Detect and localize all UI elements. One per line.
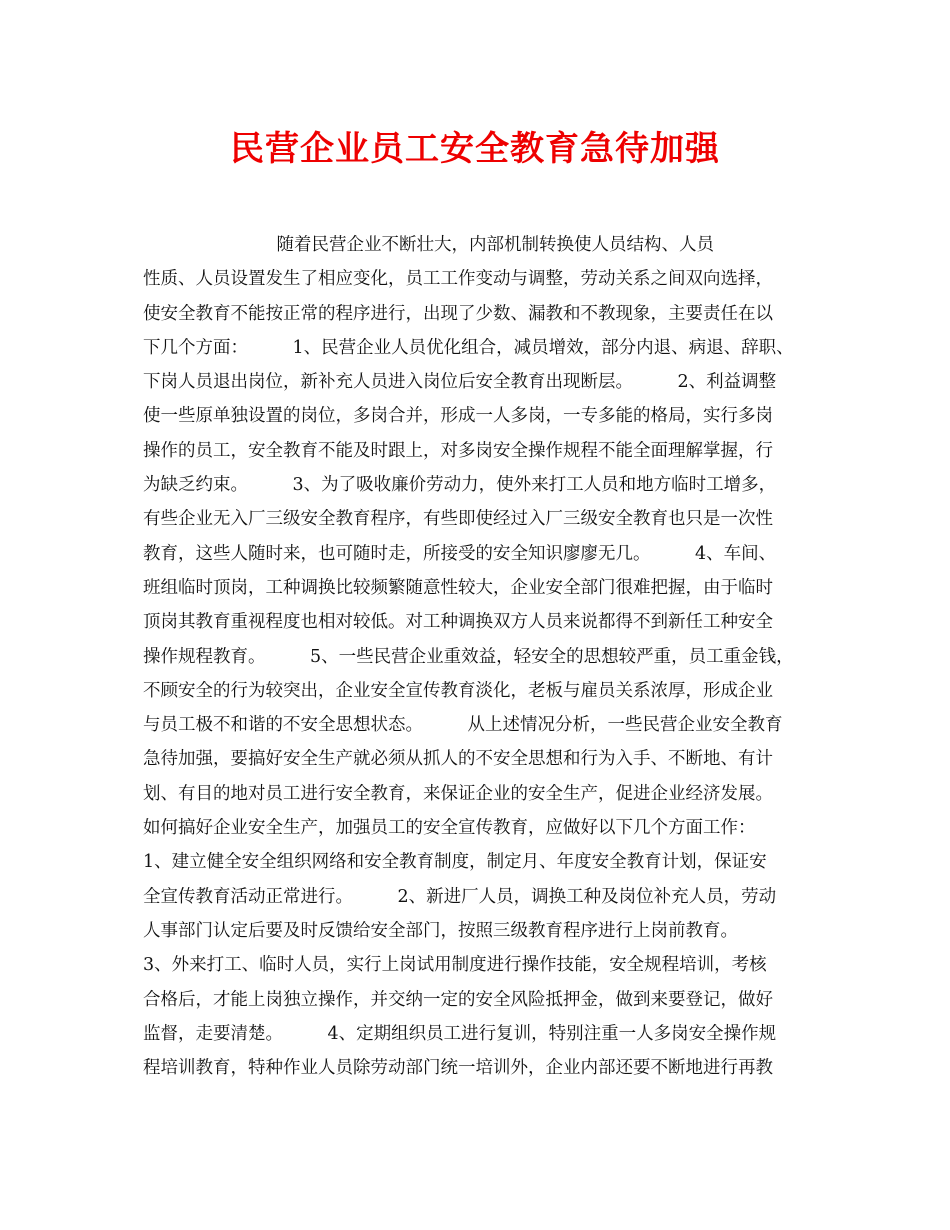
body-line: 班组临时顶岗，工种调换比较频繁随意性较大，企业安全部门很难把握，由于临时 — [143, 577, 773, 598]
body-line: 顶岗其教育重视程度也相对较低。对工种调换双方人员来说都得不到新任工种安全 — [143, 612, 773, 633]
body-line: 3、外来打工、临时人员，实行上岗试用制度进行操作技能，安全规程培训，考核 — [143, 955, 767, 976]
body-line: 不顾安全的行为较突出，企业安全宣传教育淡化，老板与雇员关系浓厚，形成企业 — [143, 680, 773, 701]
body-line: 1、建立健全安全组织网络和安全教育制度，制定月、年度安全教育计划，保证安 — [143, 852, 767, 873]
body-line: 使安全教育不能按正常的程序进行，出现了少数、漏教和不教现象，主要责任在以 — [143, 303, 773, 324]
document-body — [143, 228, 819, 1085]
body-line: 下几个方面： 1、民营企业人员优化组合，减员增效，部分内退、病退、辞职、 — [143, 337, 794, 358]
body-line: 教育，这些人随时来，也可随时走，所接受的安全知识廖廖无几。 4、车间、 — [143, 543, 777, 564]
body-line: 性质、人员设置发生了相应变化，员工工作变动与调整，劳动关系之间双向选择， — [143, 269, 773, 290]
body-line: 使一些原单独设置的岗位，多岗合并，形成一人多岗，一专多能的格局，实行多岗 — [143, 406, 773, 427]
body-line: 操作的员工，安全教育不能及时跟上，对多岗安全操作规程不能全面理解掌握，行 — [143, 440, 773, 461]
body-line: 如何搞好企业安全生产，加强员工的安全宣传教育，应做好以下几个方面工作： — [143, 818, 756, 839]
body-line: 急待加强，要搞好安全生产就必须从抓人的不安全思想和行为入手、不断地、有计 — [143, 749, 773, 770]
document-title: 民营企业员工安全教育急待加强 — [230, 129, 720, 169]
body-line: 监督，走要清楚。 4、定期组织员工进行复训，特别注重一人多岗安全操作规 — [143, 1023, 777, 1044]
body-line: 程培训教育，特种作业人员除劳动部门统一培训外，企业内部还要不断地进行再教 — [143, 1058, 773, 1079]
body-line: 合格后，才能上岗独立操作，并交纳一定的安全风险抵押金，做到来要登记，做好 — [143, 989, 773, 1010]
body-line: 人事部门认定后要及时反馈给安全部门，按照三级教育程序进行上岗前教育。 — [143, 920, 738, 941]
body-line: 为缺乏约束。 3、为了吸收廉价劳动力，使外来打工人员和地方临时工增多， — [143, 475, 777, 496]
body-line: 有些企业无入厂三级安全教育程序，有些即使经过入厂三级安全教育也只是一次性 — [143, 509, 773, 530]
body-line: 操作规程教育。 5、一些民营企业重效益，轻安全的思想较严重，员工重金钱， — [143, 646, 794, 667]
body-line: 全宣传教育活动正常进行。 2、新进厂人员，调换工种及岗位补充人员，劳动 — [143, 886, 777, 907]
body-line: 划、有目的地对员工进行安全教育，来保证企业的安全生产，促进企业经济发展。 — [143, 783, 773, 804]
body-line: 与员工极不和谐的不安全思想状态。 从上述情况分析，一些民营企业安全教育 — [143, 715, 783, 736]
body-line: 随着民营企业不断壮大，内部机制转换使人员结构、人员 — [143, 235, 715, 255]
body-line: 下岗人员退出岗位，新补充人员进入岗位后安全教育出现断层。 2、利益调整 — [143, 372, 777, 393]
